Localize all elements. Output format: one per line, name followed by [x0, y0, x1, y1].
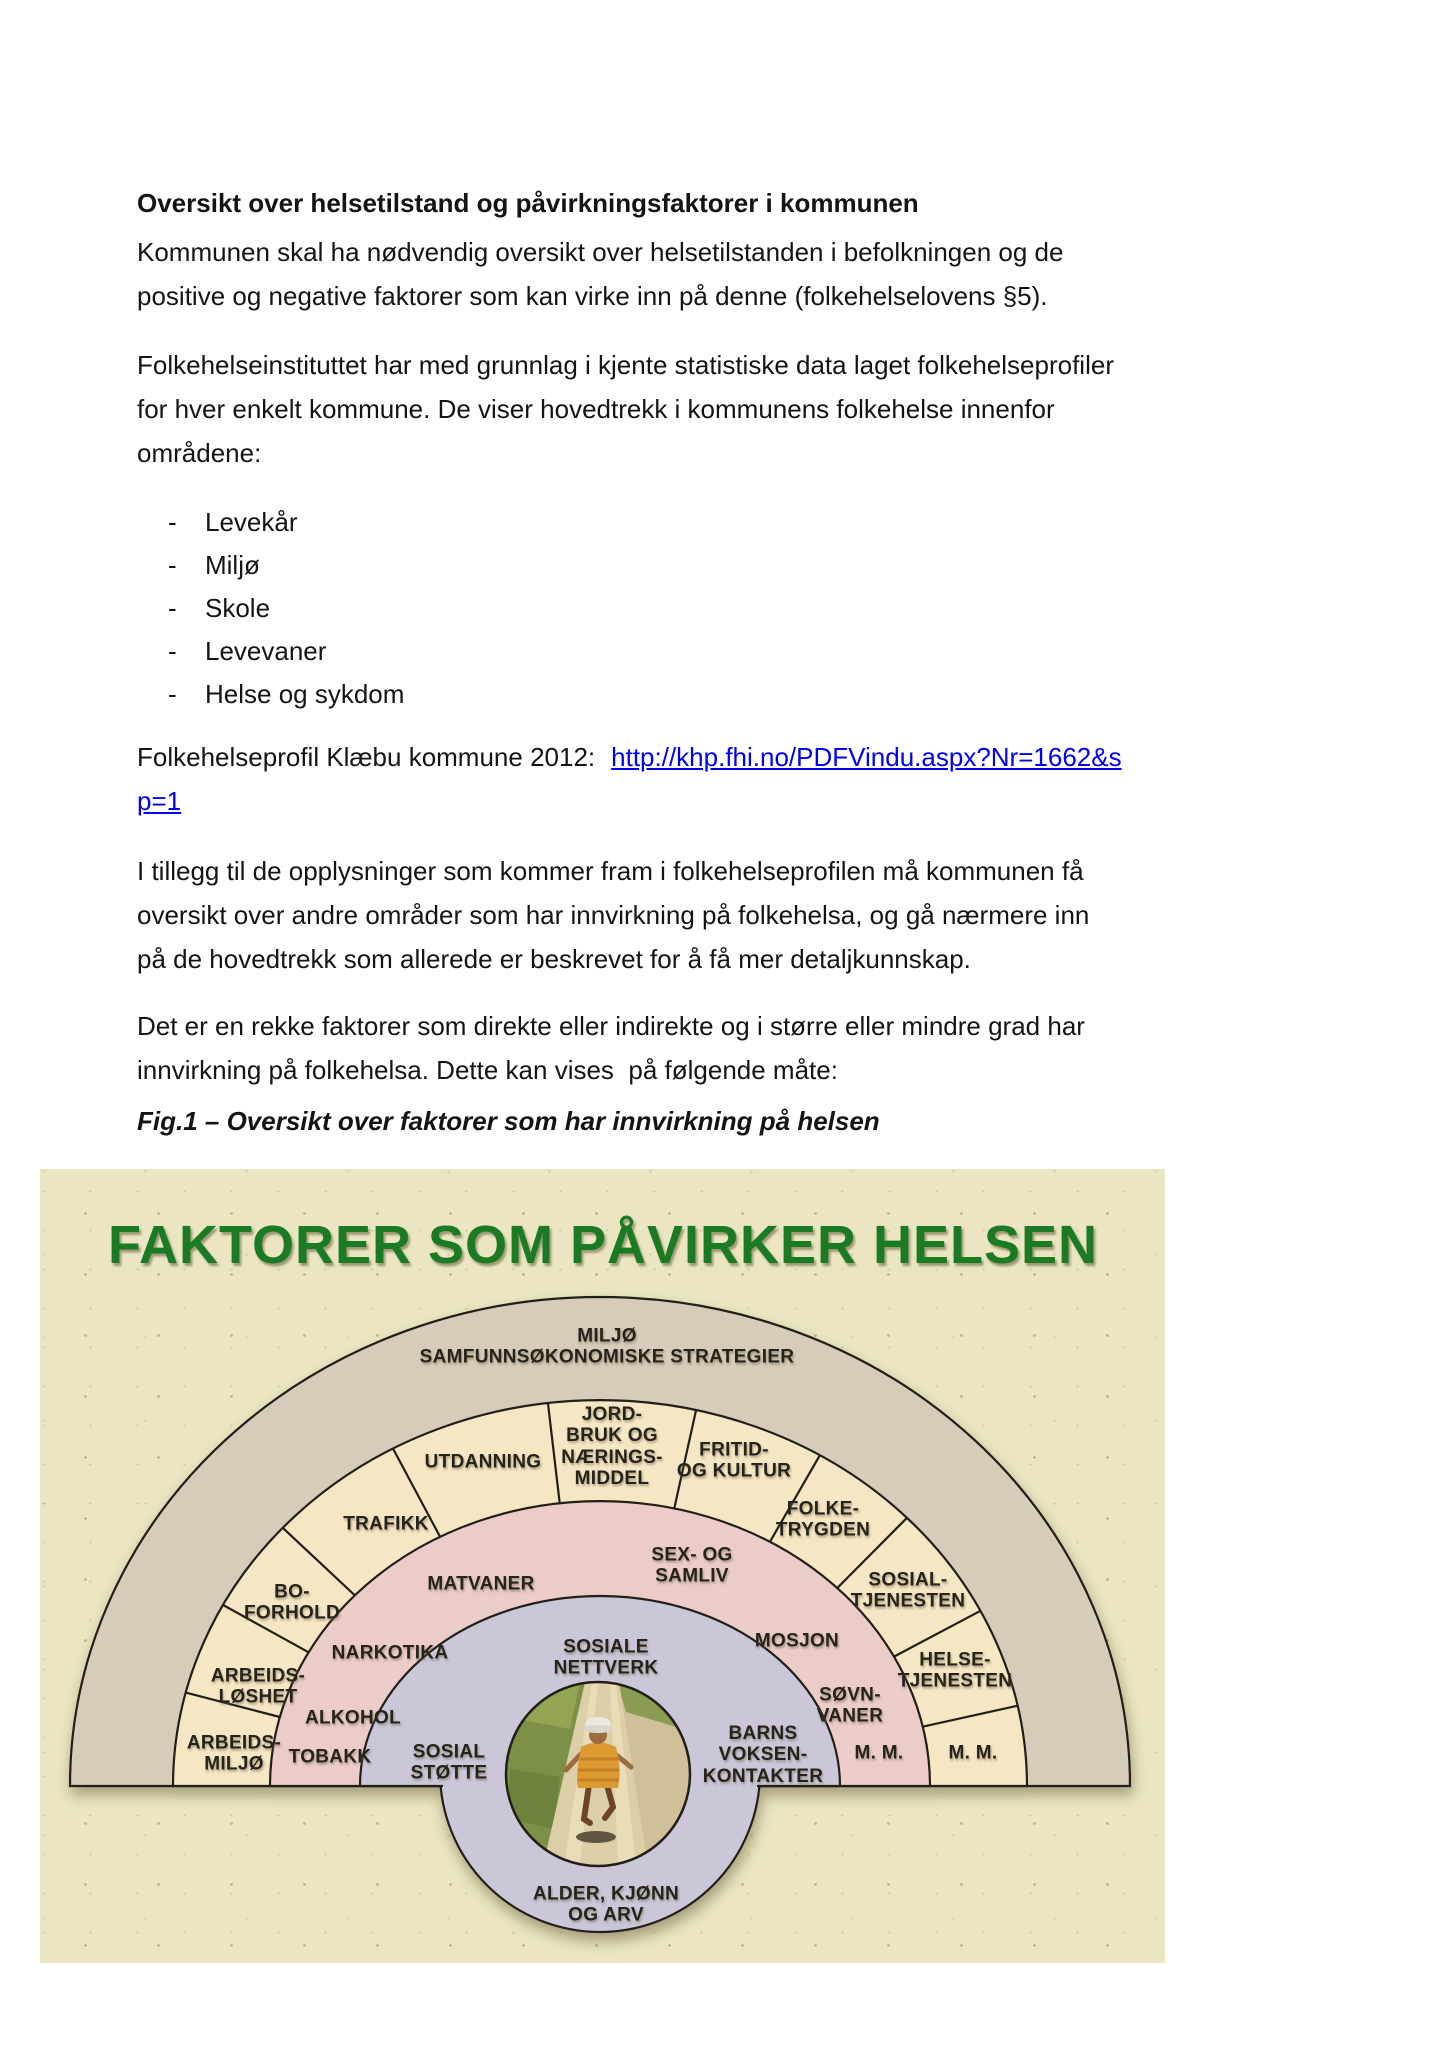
label-mosjon: MOSJON	[754, 1630, 840, 1652]
label-sosialtjenesten: SOSIAL- TJENESTEN	[850, 1569, 966, 1612]
figure-caption: Fig.1 – Oversikt over faktorer som har innvirkning på helsen	[137, 1106, 880, 1136]
label-arbeidsmiljo: ARBEIDS- MILJØ	[186, 1732, 282, 1775]
label-matvaner: MATVANER	[427, 1573, 535, 1595]
label-utdanning: UTDANNING	[424, 1451, 542, 1473]
list-item-label: Levevaner	[205, 636, 327, 666]
label-sosial-stotte: SOSIAL STØTTE	[410, 1741, 488, 1784]
rainbow-diagram-graphic	[40, 1169, 1165, 1963]
list-item	[168, 630, 1122, 673]
diagram-title: FAKTORER SOM PÅVIRKER HELSEN	[107, 1215, 1099, 1275]
label-helsetjenesten: HELSE- TJENESTEN	[897, 1649, 1013, 1692]
label-mm-lifestyle: M. M.	[854, 1742, 904, 1764]
label-sovnvaner: SØVN- VANER	[816, 1684, 884, 1727]
list-item-label: Skole	[205, 593, 271, 623]
label-alkohol: ALKOHOL	[304, 1707, 402, 1729]
label-fritid-kultur: FRITID- OG KULTUR	[676, 1439, 792, 1482]
list-dash: -	[168, 636, 177, 666]
label-folketrygden: FOLKE- TRYGDEN	[775, 1498, 871, 1541]
list-item-label: Helse og sykdom	[205, 679, 405, 709]
list-item	[168, 544, 1122, 587]
document-body	[0, 0, 1259, 1143]
link-lead-text: Folkehelseprofil Klæbu kommune 2012:	[137, 742, 596, 772]
label-jordbruk-naeringsmiddel: JORD- BRUK OG NÆRINGS- MIDDEL	[561, 1404, 663, 1490]
paragraph-3: I tillegg til de opplysninger som kommer fram i folkehelseprofilen må kommunen få oversikt over andre områder som har innvirkning på folkehelsa, og gå nærmere inn på de hovedtrekk som allerede er beskrevet for å få mer detaljkunnskap.	[137, 856, 1097, 974]
label-arbeidsloshet: ARBEIDS- LØSHET	[210, 1665, 306, 1708]
label-barns-voksenkontakter: BARNS VOKSEN- KONTAKTER	[702, 1722, 824, 1787]
label-mm-sector: M. M.	[948, 1742, 998, 1764]
label-sosiale-nettverk: SOSIALE NETTVERK	[553, 1636, 659, 1679]
paragraph-1: Kommunen skal ha nødvendig oversikt over helsetilstanden i befolkningen og de positive og negative faktorer som kan virke inn på denne (folkehelselovens §5).	[137, 237, 1071, 311]
label-miljo-strategier: MILJØ SAMFUNNSØKONOMISKE STRATEGIER	[419, 1325, 795, 1368]
list-item-label: Levekår	[205, 507, 298, 537]
list-item	[168, 673, 1122, 716]
list-item	[168, 501, 1122, 544]
list-dash: -	[168, 507, 177, 537]
paragraph-4: Det er en rekke faktorer som direkte eller indirekte og i større eller mindre grad har innvirkning på folkehelsa. Dette kan vises på følgende måte:	[137, 1011, 1093, 1085]
paragraph-2: Folkehelseinstituttet har med grunnlag i kjente statistiske data laget folkehelseprofiler for hver enkelt kommune. De viser hovedtrekk i kommunens folkehelse innenfor områdene:	[137, 350, 1122, 468]
figure-faktorer-diagram	[40, 1169, 1165, 1963]
label-alder-kjonn-arv: ALDER, KJØNN OG ARV	[532, 1883, 680, 1926]
label-trafikk: TRAFIKK	[343, 1513, 429, 1535]
label-tobakk: TOBAKK	[288, 1746, 372, 1768]
topic-list	[137, 501, 1122, 716]
list-item-label: Miljø	[205, 550, 260, 580]
page-title: Oversikt over helsetilstand og påvirkningsfaktorer i kommunen	[137, 188, 919, 218]
list-dash: -	[168, 679, 177, 709]
list-dash: -	[168, 550, 177, 580]
list-dash: -	[168, 593, 177, 623]
label-boforhold: BO- FORHOLD	[243, 1581, 341, 1624]
link-line	[137, 735, 1122, 823]
folkehelseprofil-link[interactable]: http://khp.fhi.no/PDFVindu.aspx?Nr=1662&sp=1	[137, 742, 1122, 816]
label-sex-samliv: SEX- OG SAMLIV	[651, 1544, 733, 1587]
list-item	[168, 587, 1122, 630]
label-narkotika: NARKOTIKA	[331, 1642, 449, 1664]
